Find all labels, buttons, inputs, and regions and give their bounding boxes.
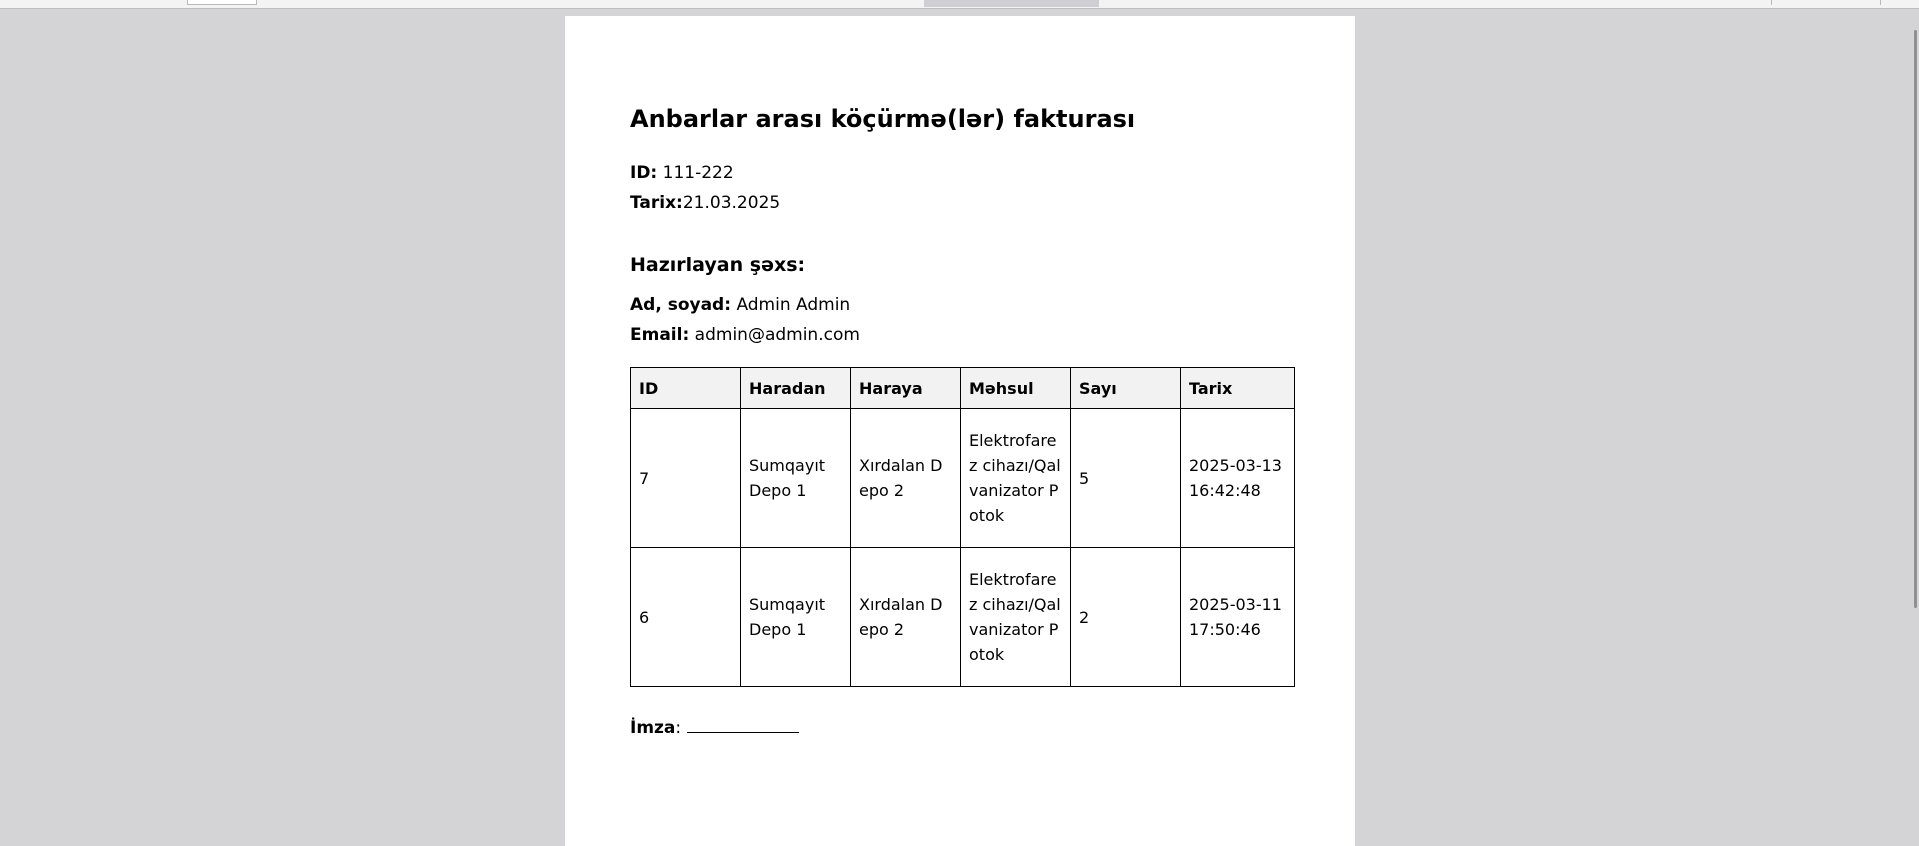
table-row [631,409,1295,548]
column-header-date: Tarix [1181,368,1295,409]
invoice-date-line [630,188,1355,218]
cell-id: 7 [631,409,741,548]
toolbar-tab[interactable] [924,0,1099,7]
viewer-toolbar [0,0,1919,9]
cell-quantity: 5 [1071,409,1181,548]
cell-product: Elektrofarez cihazı/Qalvanizator Potok [961,548,1071,687]
column-header-product: Məhsul [961,368,1071,409]
column-header-from: Haradan [741,368,851,409]
invoice-id-value: 111-222 [662,163,734,183]
document-page [565,16,1355,846]
cell-quantity: 2 [1071,548,1181,687]
signature-label: İmza [630,718,676,738]
cell-date: 2025-03-11 17:50:46 [1181,548,1295,687]
signature-line [630,715,1355,740]
cell-product: Elektrofarez cihazı/Qalvanizator Potok [961,409,1071,548]
column-header-quantity: Sayı [1071,368,1181,409]
toolbar-input[interactable] [187,0,257,5]
signature-colon: : [675,718,682,738]
invoice-date-label: Tarix: [630,193,683,213]
vertical-scrollbar[interactable] [1914,30,1917,608]
table-row [631,548,1295,687]
cell-id: 6 [631,548,741,687]
preparer-name-value: Admin Admin [736,295,851,315]
preparer-email-value: admin@admin.com [694,325,860,345]
toolbar-separator [1771,0,1772,5]
cell-from: Sumqayıt Depo 1 [741,409,851,548]
cell-from: Sumqayıt Depo 1 [741,548,851,687]
preparer-name-label: Ad, soyad: [630,295,732,315]
invoice-date-value: 21.03.2025 [682,193,781,213]
toolbar-separator [1880,0,1881,5]
cell-to: Xırdalan Depo 2 [851,548,961,687]
preparer-name-line [630,290,1355,320]
cell-to: Xırdalan Depo 2 [851,409,961,548]
invoice-id-label: ID: [630,163,658,183]
signature-blank [687,715,799,733]
preparer-section-title: Hazırlayan şəxs: [630,254,806,276]
transfers-table [630,367,1295,687]
preparer-email-line [630,320,1355,350]
invoice-id-line [630,158,1355,188]
column-header-to: Haraya [851,368,961,409]
column-header-id: ID [631,368,741,409]
table-header-row [631,368,1295,409]
cell-date: 2025-03-13 16:42:48 [1181,409,1295,548]
document-title: Anbarlar arası köçürmə(lər) fakturası [630,105,1136,133]
preparer-email-label: Email: [630,325,690,345]
